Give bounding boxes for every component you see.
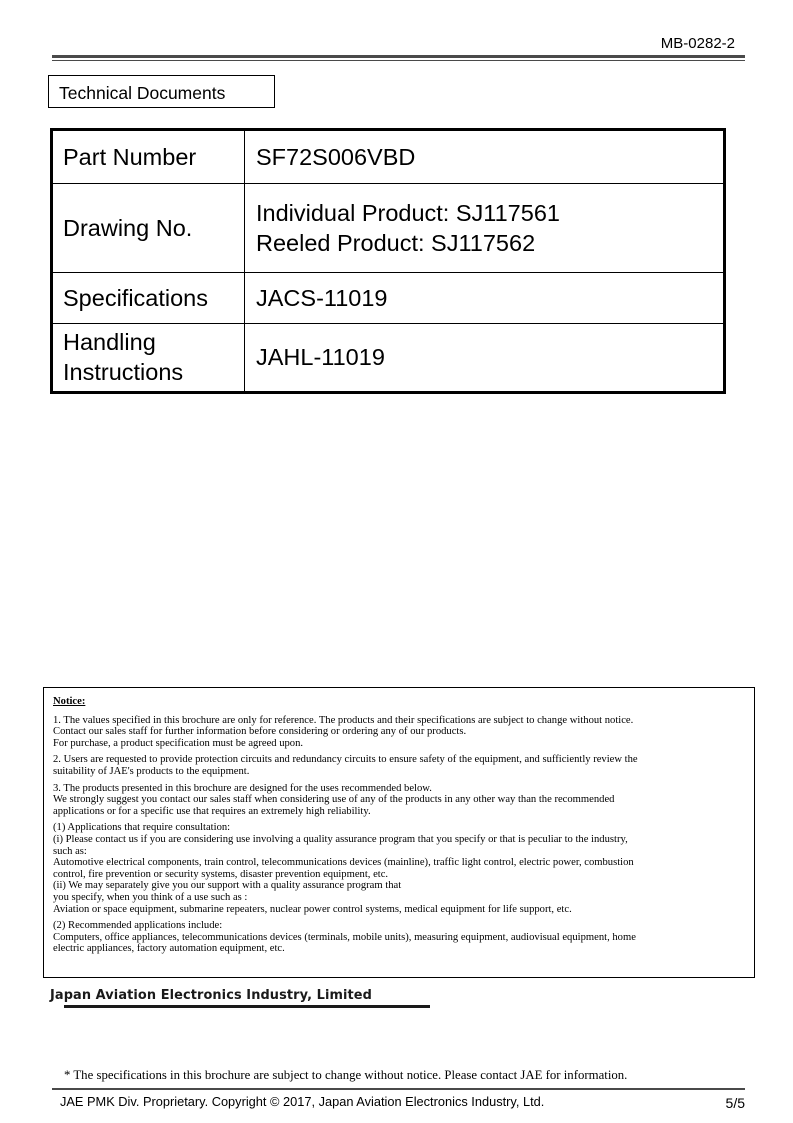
notice-line: We strongly suggest you contact our sales staff when considering use of any of the products in any other way than the recommended [53,794,615,806]
notice-line: Computers, office appliances, telecommunications devices (terminals, mobile units), measuring equipment, audiovisual equipment, home [53,931,636,943]
notice-paragraph [53,715,746,750]
part-number-value: SF72S006VBD [256,144,416,170]
table-row-handling [53,323,723,391]
reeled-drawing-value: Reeled Product: SJ117562 [256,229,536,256]
logo-underline [64,1005,430,1008]
row-label: Part Number [53,131,245,183]
row-value [245,323,723,391]
notice-title: Notice: [53,696,86,707]
row-value [245,272,723,323]
notice-paragraph [53,783,746,818]
notice-line: Contact our sales staff for further information before considering or ordering any of our products. [53,726,467,738]
notice-line: control, fire prevention or security systems, disaster prevention equipment, etc. [53,868,389,880]
individual-drawing-value: Individual Product: SJ117561 [256,199,560,226]
notice-line: such as: [53,845,87,857]
notice-line: suitability of JAE's products to the equipment. [53,765,250,777]
header-rule [52,55,745,58]
footer-rule [52,1088,745,1090]
footnote: * The specifications in this brochure are subject to change without notice. Please contact JAE for information. [64,1068,628,1082]
copyright: JAE PMK Div. Proprietary. Copyright © 2017, Japan Aviation Electronics Industry, Ltd. [60,1094,545,1109]
notice-line: applications or for a specific use that requires an extremely high reliability. [53,805,371,817]
row-value [245,131,723,183]
technical-documents-table [50,128,726,394]
notice-line: Automotive electrical components, train control, telecommunications devices (mainline), traffic light control, electric power, combustion [53,857,634,869]
notice-line: For purchase, a product specification must be agreed upon. [53,737,304,749]
notice-paragraph [53,754,746,777]
row-label: Drawing No. [53,183,245,272]
table-row-specifications [53,272,723,324]
page-number: 5/5 [725,1095,745,1111]
notice-line: (1) Applications that require consultation: [53,822,231,834]
header-rule-thin [52,60,745,61]
notice-line: (i) Please contact us if you are considering use involving a quality assurance program that you specify or that is peculiar to the industry, [53,833,628,845]
notice-line: 3. The products presented in this brochure are designed for the uses recommended below. [53,782,432,794]
handling-label-line: Instructions [63,359,184,385]
specifications-value: JACS-11019 [256,284,388,311]
handling-value: JAHL-11019 [256,344,385,370]
company-logo: Japan Aviation Electronics Industry, Limited [50,988,372,1003]
notice-line: 2. Users are requested to provide protection circuits and redundancy circuits to ensure safety of the equipment, and sufficiently review the [53,754,638,766]
table-row-drawing-no [53,183,723,273]
table-row-part-number [53,131,723,184]
notice-line: Aviation or space equipment, submarine repeaters, nuclear power control systems, medical equipment for life support, etc. [53,903,572,915]
notice-box [43,687,755,978]
document-code: MB-0282-2 [660,35,735,52]
notice-line: 1. The values specified in this brochure are only for reference. The products and their specifications are subject to change without notice. [53,714,634,726]
notice-line: you specify, when you think of a use such as : [53,891,248,903]
notice-paragraph [53,822,746,915]
handling-label-line: Handling [63,329,156,355]
row-value [245,183,723,272]
row-label [53,323,245,391]
notice-paragraph [53,920,746,955]
notice-line: electric appliances, factory automation equipment, etc. [53,943,285,955]
notice-line: (2) Recommended applications include: [53,920,223,932]
row-label: Specifications [53,272,245,323]
section-label: Technical Documents [48,75,275,108]
notice-line: (ii) We may separately give you our support with a quality assurance program that [53,880,402,892]
